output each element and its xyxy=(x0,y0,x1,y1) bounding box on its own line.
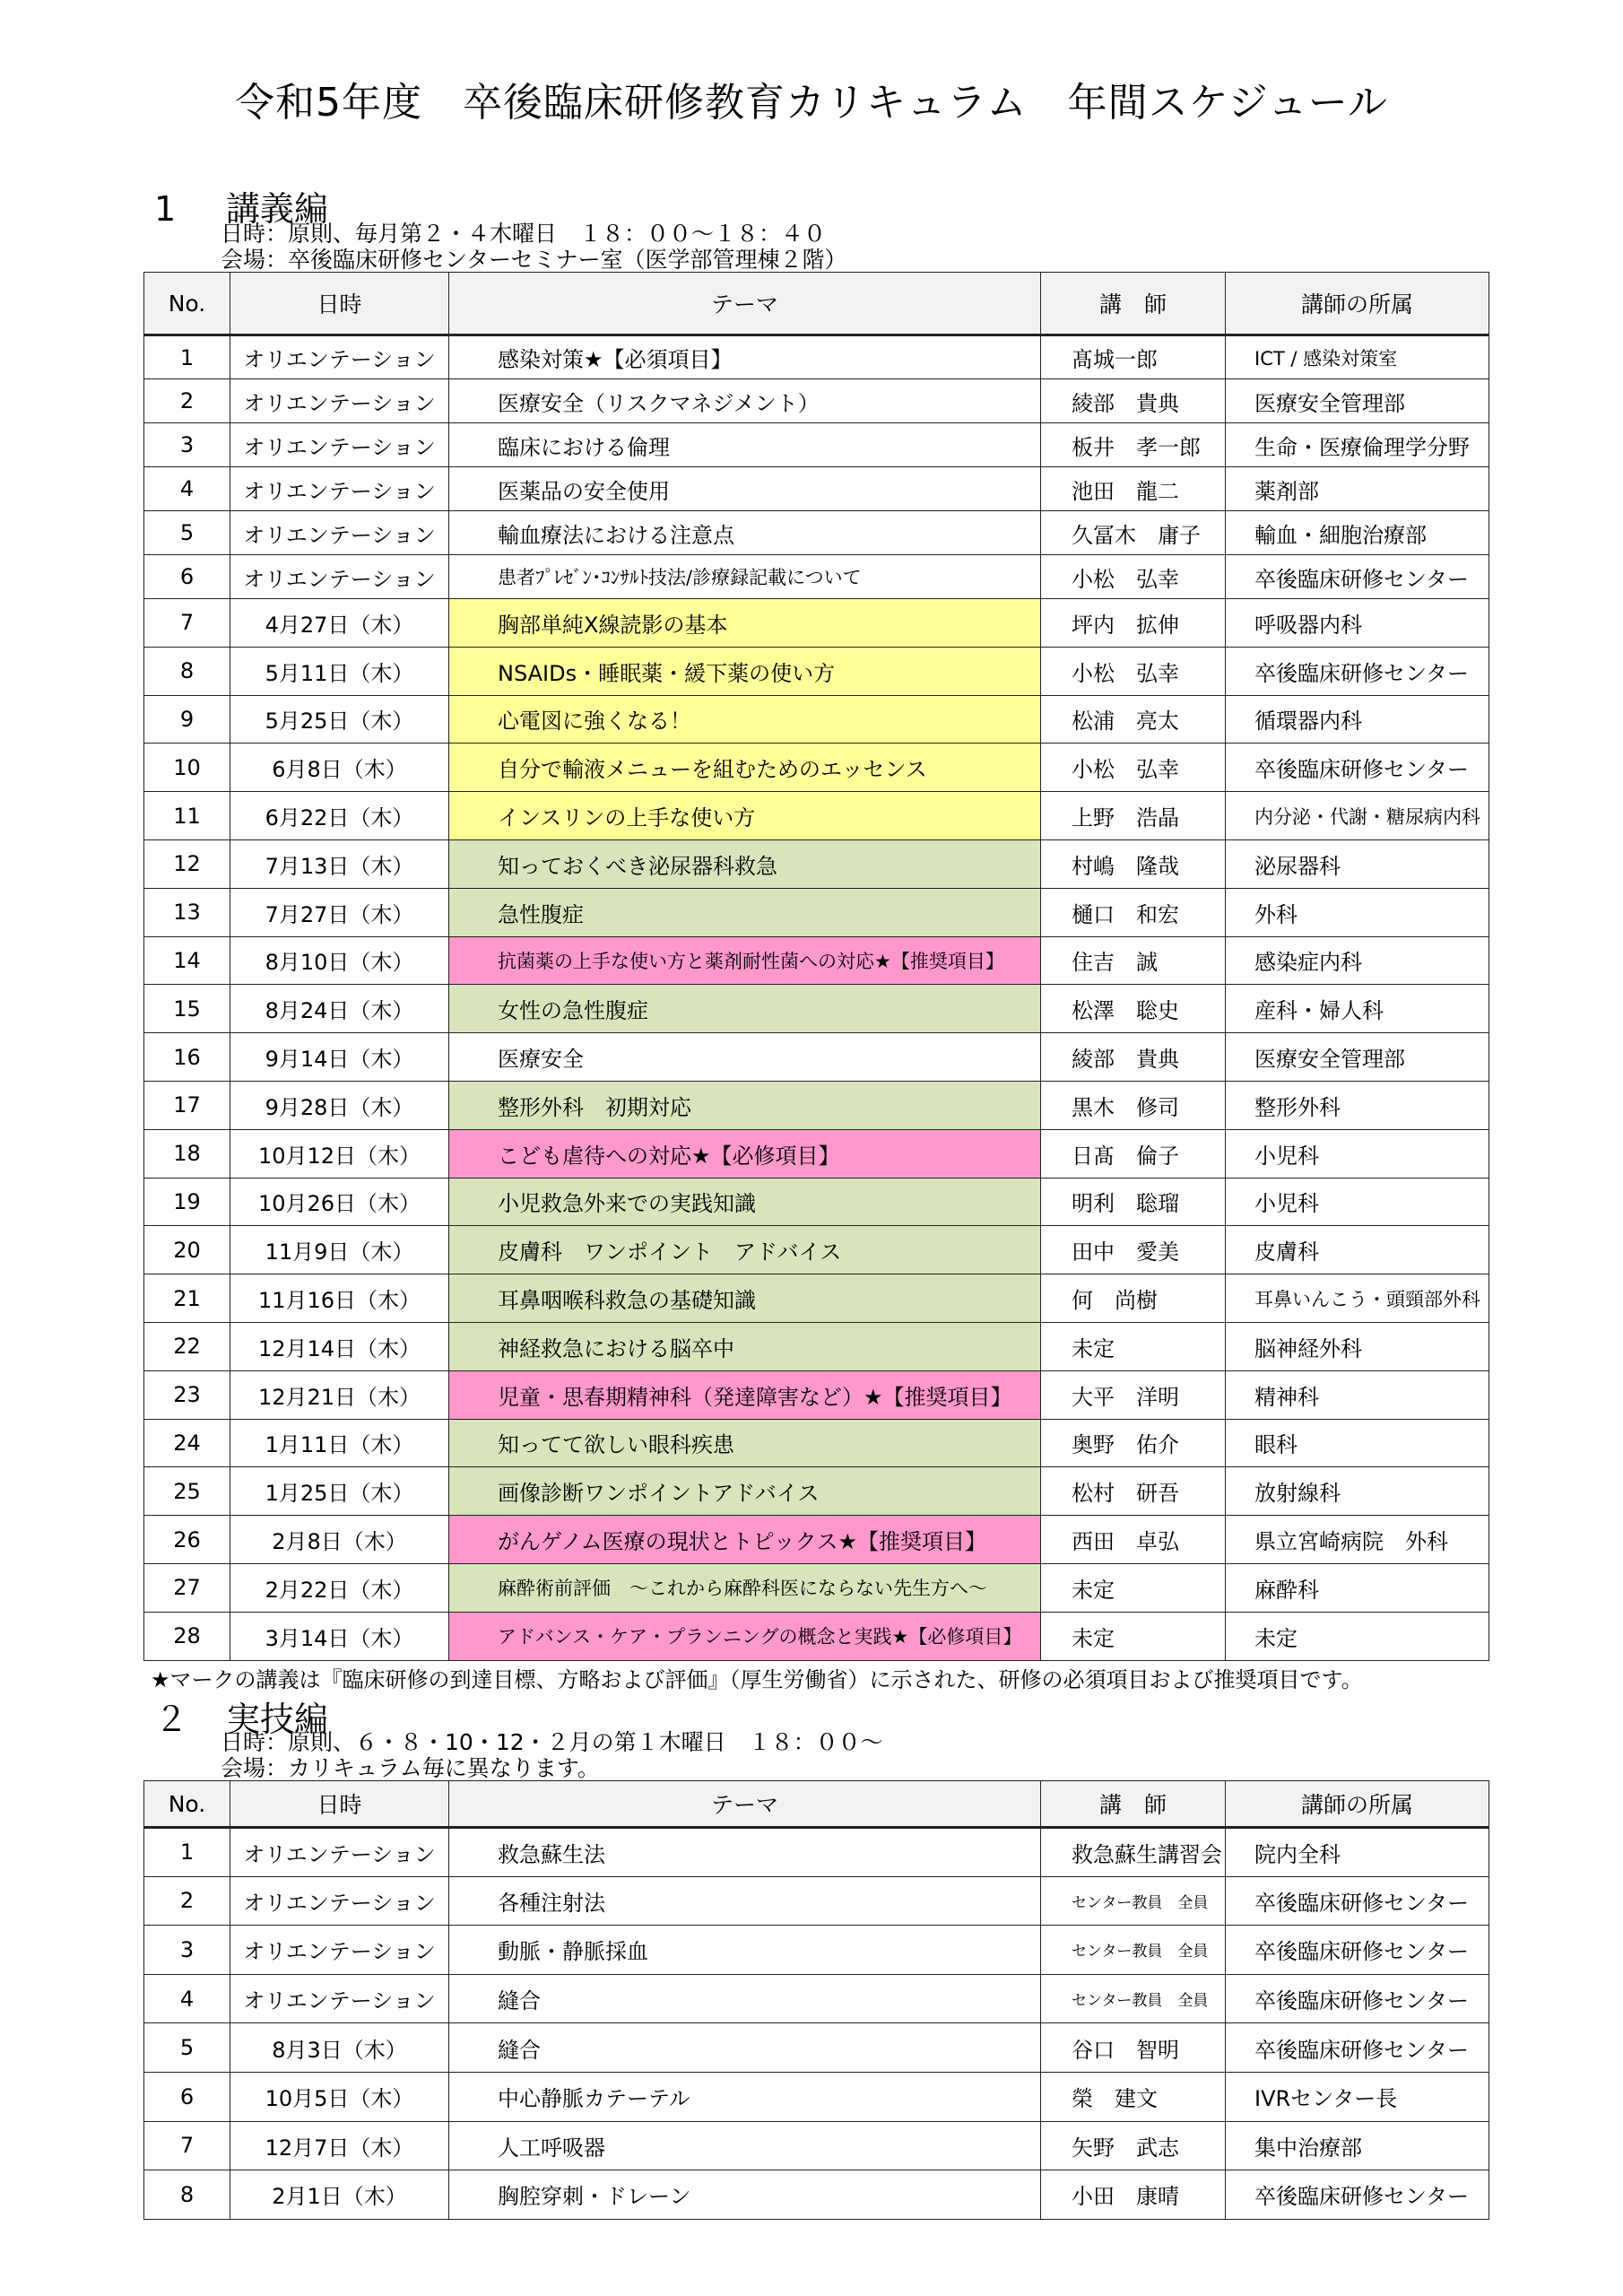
row-lecturer: センター教員 全員 xyxy=(1041,1876,1226,1926)
row-affiliation: ICT / 感染対策室 xyxy=(1226,335,1489,379)
table-row xyxy=(144,2072,1489,2121)
row-number: 21 xyxy=(144,1274,230,1323)
row-lecturer: 救急蘇生講習会 xyxy=(1041,1828,1226,1877)
practical-section-number: ２ xyxy=(154,1700,189,1739)
table-row xyxy=(144,695,1489,744)
row-lecturer: 小田 康晴 xyxy=(1041,2170,1226,2220)
row-date: 10月12日（木） xyxy=(230,1129,449,1178)
row-affiliation: 生命・医療倫理学分野 xyxy=(1226,423,1489,467)
row-lecturer: 綾部 貴典 xyxy=(1041,1033,1226,1082)
practical-venue: 会場：カリキュラム毎に異なります。 xyxy=(221,1755,600,1781)
table-row xyxy=(144,744,1489,792)
row-theme: 動脈・静脈採血 xyxy=(449,1926,1041,1975)
row-theme: 輸血療法における注意点 xyxy=(449,511,1041,555)
row-affiliation: 卒後臨床研修センター xyxy=(1226,1926,1489,1975)
row-affiliation: 院内全科 xyxy=(1226,1828,1489,1877)
row-affiliation: 眼科 xyxy=(1226,1419,1489,1467)
row-number: 1 xyxy=(144,335,230,379)
row-theme: 画像診断ワンポイントアドバイス xyxy=(449,1467,1041,1516)
row-affiliation: 小児科 xyxy=(1226,1129,1489,1178)
row-theme: 医薬品の安全使用 xyxy=(449,467,1041,511)
row-theme: 小児救急外来での実践知識 xyxy=(449,1178,1041,1226)
row-number: 12 xyxy=(144,839,230,888)
row-affiliation: 卒後臨床研修センター xyxy=(1226,647,1489,695)
row-lecturer: 綾部 貴典 xyxy=(1041,379,1226,423)
row-theme: 自分で輸液メニューを組むためのエッセンス xyxy=(449,744,1041,792)
row-number: 23 xyxy=(144,1370,230,1419)
row-number: 5 xyxy=(144,2023,230,2073)
header-theme: テーマ xyxy=(449,1781,1041,1828)
row-number: 8 xyxy=(144,2170,230,2220)
row-lecturer: 未定 xyxy=(1041,1322,1226,1370)
row-number: 3 xyxy=(144,423,230,467)
row-lecturer: 樋口 和宏 xyxy=(1041,888,1226,936)
row-affiliation: 脳神経外科 xyxy=(1226,1322,1489,1370)
row-affiliation: 卒後臨床研修センター xyxy=(1226,744,1489,792)
row-theme: 知っておくべき泌尿器科救急 xyxy=(449,839,1041,888)
row-lecturer: 奥野 佑介 xyxy=(1041,1419,1226,1467)
row-theme: 急性腹症 xyxy=(449,888,1041,936)
row-lecturer: 坪内 拡伸 xyxy=(1041,599,1226,648)
row-lecturer: 未定 xyxy=(1041,1612,1226,1660)
row-date: 12月14日（木） xyxy=(230,1322,449,1370)
row-number: 15 xyxy=(144,985,230,1033)
row-theme: 麻酔術前評価 ～これから麻酔科医にならない先生方へ～ xyxy=(449,1563,1041,1612)
row-number: 28 xyxy=(144,1612,230,1660)
row-theme: 整形外科 初期対応 xyxy=(449,1081,1041,1129)
row-affiliation: 薬剤部 xyxy=(1226,467,1489,511)
row-lecturer: 住吉 誠 xyxy=(1041,936,1226,985)
row-date: オリエンテーション xyxy=(230,511,449,555)
table-row xyxy=(144,1274,1489,1323)
table-row xyxy=(144,1516,1489,1564)
row-theme: 各種注射法 xyxy=(449,1876,1041,1926)
row-theme: 神経救急における脳卒中 xyxy=(449,1322,1041,1370)
row-theme: 皮膚科 ワンポイント アドバイス xyxy=(449,1226,1041,1274)
row-number: 5 xyxy=(144,511,230,555)
row-date: 12月7日（木） xyxy=(230,2121,449,2170)
row-affiliation: 精神科 xyxy=(1226,1370,1489,1419)
row-lecturer: 村嶋 隆哉 xyxy=(1041,839,1226,888)
row-number: 25 xyxy=(144,1467,230,1516)
row-date: 9月28日（木） xyxy=(230,1081,449,1129)
row-date: オリエンテーション xyxy=(230,423,449,467)
row-affiliation: 卒後臨床研修センター xyxy=(1226,2023,1489,2073)
row-lecturer: 未定 xyxy=(1041,1563,1226,1612)
practical-schedule: 日時：原則、６・８・10・12・２月の第１木曜日 １８：００～ xyxy=(221,1729,883,1755)
row-number: 4 xyxy=(144,1974,230,2023)
row-date: 5月25日（木） xyxy=(230,695,449,744)
row-theme: 心電図に強くなる！ xyxy=(449,695,1041,744)
row-affiliation: 小児科 xyxy=(1226,1178,1489,1226)
header-date: 日時 xyxy=(230,1781,449,1828)
row-number: 2 xyxy=(144,379,230,423)
row-affiliation: 医療安全管理部 xyxy=(1226,1033,1489,1082)
table-row xyxy=(144,1563,1489,1612)
row-theme: 胸腔穿刺・ドレーン xyxy=(449,2170,1041,2220)
row-date: 7月13日（木） xyxy=(230,839,449,888)
row-date: 11月16日（木） xyxy=(230,1274,449,1323)
row-number: 20 xyxy=(144,1226,230,1274)
row-number: 26 xyxy=(144,1516,230,1564)
row-date: 2月22日（木） xyxy=(230,1563,449,1612)
row-lecturer: 黒木 修司 xyxy=(1041,1081,1226,1129)
row-date: オリエンテーション xyxy=(230,1876,449,1926)
row-date: 8月10日（木） xyxy=(230,936,449,985)
row-theme: 医療安全 xyxy=(449,1033,1041,1082)
row-theme: 児童・思春期精神科（発達障害など）★【推奨項目】 xyxy=(449,1370,1041,1419)
row-date: オリエンテーション xyxy=(230,379,449,423)
row-number: 7 xyxy=(144,2121,230,2170)
table-row xyxy=(144,555,1489,599)
lecture-footnote: ★マークの講義は『臨床研修の到達目標、方略および評価』（厚生労働省）に示された、研修の必須項目および推奨項目です。 xyxy=(151,1667,1363,1692)
row-date: オリエンテーション xyxy=(230,335,449,379)
row-lecturer: 小松 弘幸 xyxy=(1041,555,1226,599)
practical-info xyxy=(221,1729,883,1781)
row-date: オリエンテーション xyxy=(230,1828,449,1877)
row-affiliation: 未定 xyxy=(1226,1612,1489,1660)
row-number: 13 xyxy=(144,888,230,936)
row-theme: 中心静脈カテーテル xyxy=(449,2072,1041,2121)
row-date: 5月11日（木） xyxy=(230,647,449,695)
table-row xyxy=(144,467,1489,511)
table-row xyxy=(144,1226,1489,1274)
table-row xyxy=(144,2023,1489,2073)
row-number: 1 xyxy=(144,1828,230,1877)
table-row xyxy=(144,985,1489,1033)
row-lecturer: 谷口 智明 xyxy=(1041,2023,1226,2073)
row-lecturer: 松村 研吾 xyxy=(1041,1467,1226,1516)
row-number: 19 xyxy=(144,1178,230,1226)
row-affiliation: 医療安全管理部 xyxy=(1226,379,1489,423)
row-affiliation: 産科・婦人科 xyxy=(1226,985,1489,1033)
row-theme: 抗菌薬の上手な使い方と薬剤耐性菌への対応★【推奨項目】 xyxy=(449,936,1041,985)
table-row xyxy=(144,1612,1489,1660)
row-theme: こども虐待への対応★【必修項目】 xyxy=(449,1129,1041,1178)
row-theme: 知ってて欲しい眼科疾患 xyxy=(449,1419,1041,1467)
header-no: No. xyxy=(144,1781,230,1828)
row-lecturer: 何 尚樹 xyxy=(1041,1274,1226,1323)
row-number: 9 xyxy=(144,695,230,744)
row-date: 6月22日（木） xyxy=(230,792,449,840)
row-lecturer: 榮 建文 xyxy=(1041,2072,1226,2121)
row-theme: 縫合 xyxy=(449,1974,1041,2023)
table-row xyxy=(144,511,1489,555)
row-date: 1月25日（木） xyxy=(230,1467,449,1516)
header-affiliation: 講師の所属 xyxy=(1226,273,1489,335)
table-row xyxy=(144,1033,1489,1082)
table-row xyxy=(144,888,1489,936)
row-lecturer: センター教員 全員 xyxy=(1041,1926,1226,1975)
header-date: 日時 xyxy=(230,273,449,335)
row-number: 24 xyxy=(144,1419,230,1467)
row-theme: 医療安全（リスクマネジメント） xyxy=(449,379,1041,423)
lecture-info xyxy=(221,221,847,273)
table-row xyxy=(144,599,1489,648)
table-row xyxy=(144,1828,1489,1877)
row-affiliation: 卒後臨床研修センター xyxy=(1226,2170,1489,2220)
row-date: 7月27日（木） xyxy=(230,888,449,936)
row-lecturer: センター教員 全員 xyxy=(1041,1974,1226,2023)
row-date: 12月21日（木） xyxy=(230,1370,449,1419)
row-affiliation: 感染症内科 xyxy=(1226,936,1489,985)
table-row xyxy=(144,335,1489,379)
row-lecturer: 矢野 武志 xyxy=(1041,2121,1226,2170)
table-row xyxy=(144,1974,1489,2023)
lecture-venue: 会場：卒後臨床研修センターセミナー室（医学部管理棟２階） xyxy=(221,247,847,273)
row-affiliation: IVRセンター長 xyxy=(1226,2072,1489,2121)
row-lecturer: 上野 浩晶 xyxy=(1041,792,1226,840)
practical-section-title: 実技編 xyxy=(226,1700,329,1739)
row-lecturer: 大平 洋明 xyxy=(1041,1370,1226,1419)
row-theme: 耳鼻咽喉科救急の基礎知識 xyxy=(449,1274,1041,1323)
row-lecturer: 松浦 亮太 xyxy=(1041,695,1226,744)
header-lecturer: 講 師 xyxy=(1041,273,1226,335)
row-lecturer: 日髙 倫子 xyxy=(1041,1129,1226,1178)
row-date: 10月5日（木） xyxy=(230,2072,449,2121)
row-number: 3 xyxy=(144,1926,230,1975)
row-number: 18 xyxy=(144,1129,230,1178)
row-theme: 人工呼吸器 xyxy=(449,2121,1041,2170)
table-row xyxy=(144,1129,1489,1178)
table-row xyxy=(144,1876,1489,1926)
table-row xyxy=(144,936,1489,985)
row-affiliation: 放射線科 xyxy=(1226,1467,1489,1516)
table-row xyxy=(144,1178,1489,1226)
row-date: オリエンテーション xyxy=(230,467,449,511)
row-date: オリエンテーション xyxy=(230,1926,449,1975)
row-theme: NSAIDs・睡眠薬・緩下薬の使い方 xyxy=(449,647,1041,695)
row-theme: アドバンス・ケア・プランニングの概念と実践★【必修項目】 xyxy=(449,1612,1041,1660)
table-row xyxy=(144,1467,1489,1516)
practical-table-header xyxy=(144,1781,1489,1828)
row-affiliation: 卒後臨床研修センター xyxy=(1226,555,1489,599)
row-number: 6 xyxy=(144,555,230,599)
table-row xyxy=(144,792,1489,840)
row-theme: 臨床における倫理 xyxy=(449,423,1041,467)
document-title: 令和5年度 卒後臨床研修教育カリキュラム 年間スケジュール xyxy=(235,80,1388,126)
row-number: 11 xyxy=(144,792,230,840)
lecture-section-number: 1 xyxy=(154,189,177,229)
lecture-table xyxy=(143,272,1489,1661)
table-row xyxy=(144,379,1489,423)
row-theme: 感染対策★【必須項目】 xyxy=(449,335,1041,379)
table-row xyxy=(144,2121,1489,2170)
row-number: 10 xyxy=(144,744,230,792)
row-affiliation: 整形外科 xyxy=(1226,1081,1489,1129)
row-theme: 救急蘇生法 xyxy=(449,1828,1041,1877)
row-lecturer: 松澤 聡史 xyxy=(1041,985,1226,1033)
row-number: 27 xyxy=(144,1563,230,1612)
row-affiliation: 皮膚科 xyxy=(1226,1226,1489,1274)
row-number: 16 xyxy=(144,1033,230,1082)
header-theme: テーマ xyxy=(449,273,1041,335)
row-lecturer: 小松 弘幸 xyxy=(1041,647,1226,695)
table-row xyxy=(144,839,1489,888)
table-row xyxy=(144,1081,1489,1129)
row-date: 8月3日（木） xyxy=(230,2023,449,2073)
row-date: 1月11日（木） xyxy=(230,1419,449,1467)
row-lecturer: 池田 龍二 xyxy=(1041,467,1226,511)
row-date: 4月27日（木） xyxy=(230,599,449,648)
row-affiliation: 内分泌・代謝・糖尿病内科 xyxy=(1226,792,1489,840)
row-date: 3月14日（木） xyxy=(230,1612,449,1660)
row-number: 17 xyxy=(144,1081,230,1129)
row-lecturer: 板井 孝一郎 xyxy=(1041,423,1226,467)
row-date: 8月24日（木） xyxy=(230,985,449,1033)
row-affiliation: 耳鼻いんこう・頭頸部外科 xyxy=(1226,1274,1489,1323)
row-number: 4 xyxy=(144,467,230,511)
row-number: 2 xyxy=(144,1876,230,1926)
row-lecturer: 明利 聡瑠 xyxy=(1041,1178,1226,1226)
row-lecturer: 小松 弘幸 xyxy=(1041,744,1226,792)
row-affiliation: 外科 xyxy=(1226,888,1489,936)
row-theme: 縫合 xyxy=(449,2023,1041,2073)
row-lecturer: 田中 愛美 xyxy=(1041,1226,1226,1274)
row-lecturer: 髙城一郎 xyxy=(1041,335,1226,379)
row-theme: インスリンの上手な使い方 xyxy=(449,792,1041,840)
row-date: 10月26日（木） xyxy=(230,1178,449,1226)
table-row xyxy=(144,1322,1489,1370)
row-number: 8 xyxy=(144,647,230,695)
lecture-section-title: 講義編 xyxy=(226,189,329,229)
table-row xyxy=(144,1419,1489,1467)
row-date: 9月14日（木） xyxy=(230,1033,449,1082)
row-number: 7 xyxy=(144,599,230,648)
table-row xyxy=(144,1926,1489,1975)
row-affiliation: 麻酔科 xyxy=(1226,1563,1489,1612)
row-number: 6 xyxy=(144,2072,230,2121)
table-row xyxy=(144,1370,1489,1419)
row-theme: 女性の急性腹症 xyxy=(449,985,1041,1033)
row-number: 14 xyxy=(144,936,230,985)
row-date: 2月1日（木） xyxy=(230,2170,449,2220)
row-affiliation: 卒後臨床研修センター xyxy=(1226,1876,1489,1926)
row-affiliation: 循環器内科 xyxy=(1226,695,1489,744)
table-row xyxy=(144,647,1489,695)
row-affiliation: 泌尿器科 xyxy=(1226,839,1489,888)
row-date: オリエンテーション xyxy=(230,555,449,599)
row-lecturer: 久冨木 庸子 xyxy=(1041,511,1226,555)
row-number: 22 xyxy=(144,1322,230,1370)
lecture-table-header xyxy=(144,273,1489,335)
row-affiliation: 呼吸器内科 xyxy=(1226,599,1489,648)
row-date: オリエンテーション xyxy=(230,1974,449,2023)
header-lecturer: 講 師 xyxy=(1041,1781,1226,1828)
lecture-schedule: 日時：原則、毎月第２・４木曜日 １８：００～１８：４０ xyxy=(221,221,827,247)
row-theme: がんゲノム医療の現状とトピックス★【推奨項目】 xyxy=(449,1516,1041,1564)
header-no: No. xyxy=(144,273,230,335)
row-lecturer: 西田 卓弘 xyxy=(1041,1516,1226,1564)
practical-table xyxy=(143,1780,1489,2220)
row-date: 11月9日（木） xyxy=(230,1226,449,1274)
row-date: 2月8日（木） xyxy=(230,1516,449,1564)
row-affiliation: 輸血・細胞治療部 xyxy=(1226,511,1489,555)
row-theme: 患者ﾌﾟﾚｾﾞﾝ･ｺﾝｻﾙﾄ技法/診療録記載について xyxy=(449,555,1041,599)
table-row xyxy=(144,2170,1489,2220)
row-affiliation: 集中治療部 xyxy=(1226,2121,1489,2170)
table-row xyxy=(144,423,1489,467)
row-affiliation: 卒後臨床研修センター xyxy=(1226,1974,1489,2023)
header-affiliation: 講師の所属 xyxy=(1226,1781,1489,1828)
row-affiliation: 県立宮崎病院 外科 xyxy=(1226,1516,1489,1564)
row-theme: 胸部単純X線読影の基本 xyxy=(449,599,1041,648)
row-date: 6月8日（木） xyxy=(230,744,449,792)
